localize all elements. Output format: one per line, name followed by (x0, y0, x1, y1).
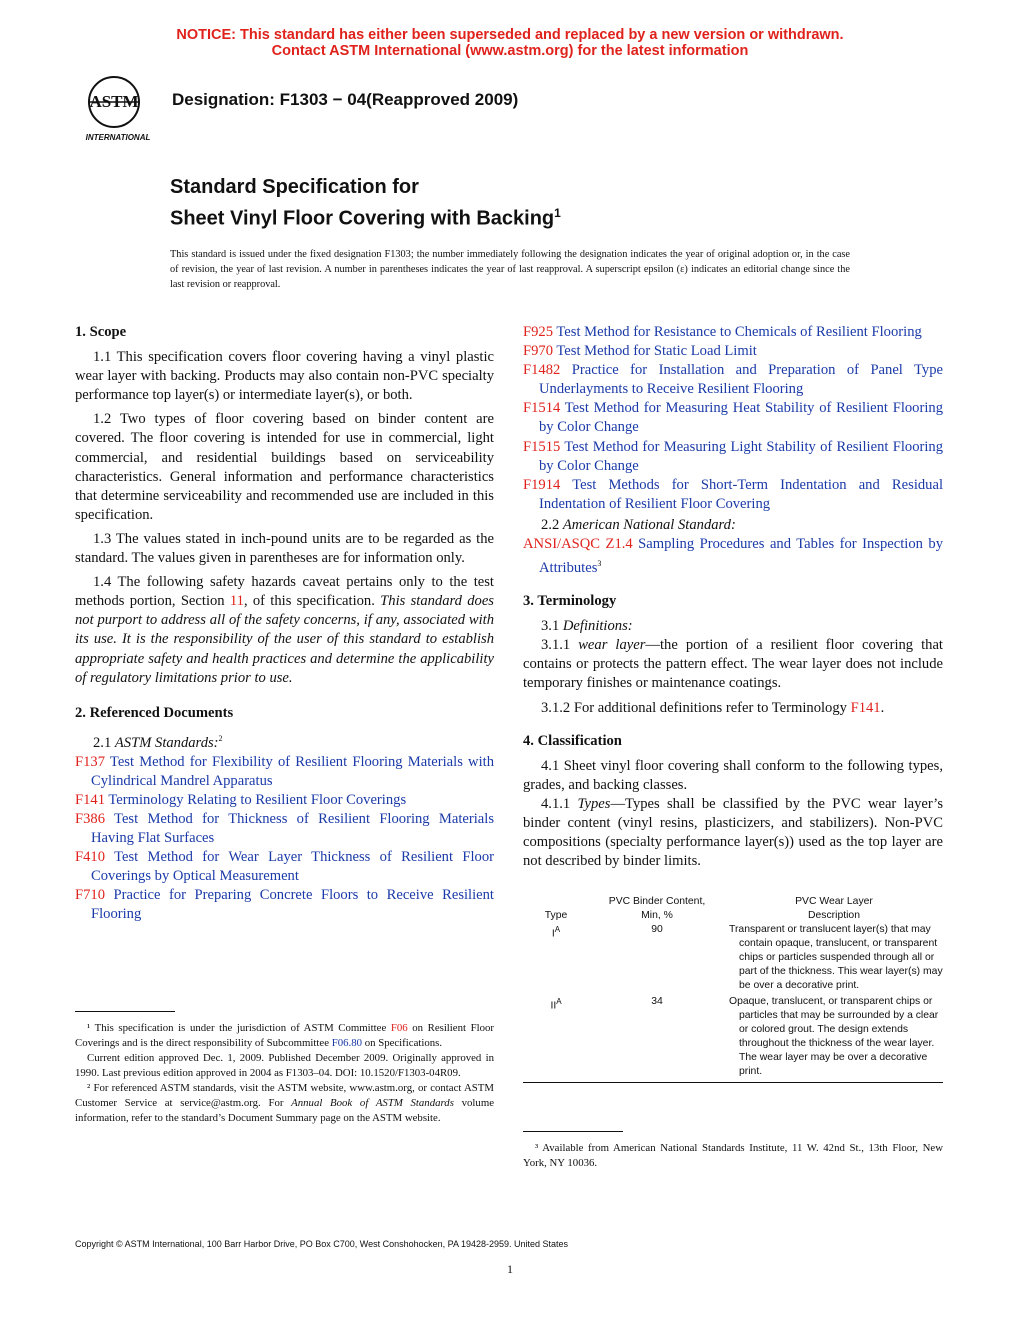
fn2-text-b: volume information, refer to the standard’s Document Summary page on the ASTM website. (75, 1097, 495, 1124)
page-number: 1 (507, 1262, 513, 1276)
t31-num: 3.1 (541, 618, 563, 635)
row-min: 90 (651, 924, 663, 935)
scope-heading: 1. Scope (75, 324, 127, 340)
row-type (523, 995, 589, 1079)
terminology-heading: 3. Terminology (523, 593, 617, 610)
header-wear-layer (725, 895, 943, 923)
ref-item (75, 753, 494, 791)
header-binder-line-1: PVC Binder Content, (608, 896, 706, 907)
ref-title-link[interactable]: Test Method for Measuring Light Stability of Resilient Flooring by Color Change (539, 438, 943, 474)
ref-title-link[interactable]: Practice for Installation and Preparation of Panel Type Underlayments to Receive Resilient Flooring (539, 362, 943, 398)
fn1-text-b: on Resilient Floor Coverings and is the direct responsibility of Subcommittee (75, 1022, 494, 1049)
type-value: I (551, 928, 555, 940)
astm-standards-sub (75, 729, 494, 753)
classification-4-1-1 (523, 795, 943, 871)
designation: Designation: F1303 − 04(Reapproved 2009) (172, 90, 519, 109)
ref-code-link[interactable]: F1515 (523, 438, 561, 455)
footnote-1-edition: Current edition approved Dec. 1, 2009. Published December 2009. Originally approved in 1990. Last previous edition approved in 2004 as F1303–04. DOI: 10.1520/F1303-04R09. (75, 1052, 494, 1079)
terminology-3-1-1 (523, 636, 943, 693)
scope-1-3: 1.3 The values stated in inch-pound units are to be regarded as the standard. The values given in parentheses are for information only. (75, 530, 494, 567)
row-desc-cell (725, 923, 943, 993)
ref-code-link[interactable]: F1514 (523, 400, 561, 417)
subcommittee-link[interactable]: F06.80 (331, 1037, 362, 1049)
title-line-1: Standard Specification for (170, 176, 419, 198)
footnote-rule (75, 1011, 175, 1012)
ref-title-link[interactable]: Test Method for Thickness of Resilient Flooring Materials Having Flat Surfaces (91, 811, 494, 847)
scope-1-4-text: 1.4 The following safety hazards caveat pertains only to the test methods portion, Section (75, 574, 494, 610)
table-bottom-rule (523, 1082, 943, 1083)
american-national-sub (523, 516, 943, 535)
ref-code-link[interactable]: F1914 (523, 476, 561, 493)
ref-title-link[interactable]: Test Method for Flexibility of Resilient Flooring Materials with Cylindrical Mandrel Apparatus (91, 753, 494, 789)
scope-1-2: 1.2 Two types of floor covering based on binder content are covered. The floor covering is intended for use in commercial, light commercial, and residential buildings based on serviceability characteristics. General information and performance characteristics that determine serviceability and recommended use are included in this specification. (75, 411, 494, 523)
logo-mark: ASTM (89, 92, 139, 111)
copyright: Copyright © ASTM International, 100 Barr Harbor Drive, PO Box C700, West Conshohocken, PA 19428-2959. United States (75, 1239, 569, 1249)
sub2-num: 2.2 (541, 516, 563, 533)
t311-term: wear layer (578, 637, 646, 654)
left-column (75, 323, 494, 925)
astm-logo (76, 74, 160, 144)
ref-code-link[interactable]: F386 (75, 811, 106, 828)
ref-item (75, 886, 494, 924)
header-binder (589, 895, 725, 923)
table-row (523, 923, 943, 993)
ref-item (523, 342, 943, 361)
terminology-3-1-2 (523, 699, 943, 718)
references-heading: 2. Referenced Documents (75, 704, 234, 721)
section-11-link[interactable]: 11 (229, 593, 244, 610)
ref-item (75, 810, 494, 848)
header-wear-line-2: Description (808, 910, 860, 921)
table-header (523, 895, 943, 923)
header-wear-line-1: PVC Wear Layer (795, 896, 873, 907)
ref-item (75, 848, 494, 886)
ref-title-link[interactable]: Test Method for Resistance to Chemicals of Resilient Flooring (553, 324, 922, 340)
row-type (523, 923, 589, 993)
footnote-3: ³ Available from American National Standards Institute, 11 W. 42nd St., 13th Floor, New York, NY 10036. (523, 1142, 943, 1169)
astm-logo-icon (76, 74, 160, 144)
document-title (170, 174, 561, 232)
type-mark: A (556, 997, 562, 1006)
title-footnote-mark: 1 (554, 206, 561, 220)
left-footnotes (75, 1021, 494, 1126)
type-table (523, 895, 943, 1083)
ref-title-link[interactable]: Terminology Relating to Resilient Floor Coverings (105, 791, 407, 808)
t311-def: —the portion of a resilient floor covering that contains or protects the pattern effect. The wear layer does not include temporary finishes or maintenance coatings. (523, 637, 943, 692)
ref-title-link[interactable]: Test Methods for Short-Term Indentation and Residual Indentation of Resilient Floor Covering (539, 476, 943, 512)
ref-item (523, 323, 943, 342)
right-footnotes (523, 1141, 943, 1171)
table-row (523, 995, 943, 1079)
type-mark: A (554, 925, 561, 934)
c411-text: —Types shall be classified by the PVC wear layer’s binder content (vinyl resins, plasticizers, and stabilizers). Non-PVC compositions (specialty performance layer(s)) used as the top layer are not described by binder limits. (523, 795, 944, 870)
t312-text: 3.1.2 For additional definitions refer to Terminology (541, 699, 851, 716)
ref-title-link[interactable]: Test Method for Wear Layer Thickness of Resilient Floor Coverings by Optical Measurement (91, 849, 494, 885)
fn1-text: ¹ This specification is under the jurisdiction of ASTM Committee (87, 1022, 391, 1034)
ansi-code-link[interactable]: ANSI/ASQC Z1.4 (523, 536, 633, 553)
ref-item (75, 791, 494, 810)
notice-line-2: Contact ASTM International (www.astm.org) for the latest information (271, 43, 749, 59)
ref-code-link[interactable]: F410 (75, 849, 106, 866)
scope-1-1: 1.1 This specification covers floor covering having a vinyl plastic wear layer with backing. Products may also contain non-PVC specialty performance top layer(s) or intermediate layer(s), or both. (75, 349, 494, 404)
ref-code-link[interactable]: F137 (75, 753, 106, 770)
ref-code-link[interactable]: F1482 (523, 362, 561, 379)
scope-1-4 (75, 573, 494, 688)
row-desc-cell (725, 995, 943, 1079)
ref-item (523, 361, 943, 399)
c411-num: 4.1.1 (541, 795, 578, 812)
row-desc: Transparent or translucent layer(s) that may contain opaque, translucent, or transparent chips or particles suspended through all or part of the thickness. This wear layer(s) may be over a decorative print. (729, 924, 943, 991)
fn2-italic: Annual Book of ASTM Standards (291, 1097, 454, 1109)
t31-label: Definitions: (562, 618, 633, 635)
fn1-text-c: on Specifications. (362, 1037, 443, 1049)
ref-code-link[interactable]: F141 (75, 791, 106, 808)
t312-end: . (880, 699, 885, 716)
safety-caveat: This standard does not purport to address all of the safety concerns, if any, associated with its use. It is the responsibility of the user of this standard to establish appropriate safety and health practices and determine the applicability of regulatory limitations prior to use. (75, 593, 494, 686)
c411-term: Types (577, 795, 611, 812)
ansi-ref-item (523, 535, 943, 578)
title-line-2: Sheet Vinyl Floor Covering with Backing (170, 207, 555, 230)
ref-code-link[interactable]: F925 (523, 324, 554, 340)
logo-subtitle: INTERNATIONAL (85, 133, 151, 142)
classification-4-1: 4.1 Sheet vinyl floor covering shall conform to the following types, grades, and backing classes. (523, 757, 943, 793)
footnote-rule (523, 1131, 623, 1132)
notice-banner (0, 27, 1020, 59)
sub1-num: 2.1 (93, 734, 115, 751)
ref-item (523, 438, 943, 476)
header-binder-line-2: Min, % (641, 910, 673, 921)
ref-title-link[interactable]: Test Method for Measuring Heat Stability of Resilient Flooring by Color Change (539, 400, 943, 436)
sub1-label: ASTM Standards: (114, 734, 219, 751)
ref-title-link[interactable]: Test Method for Static Load Limit (553, 343, 757, 360)
right-column (523, 323, 943, 876)
ref-code-link[interactable]: F710 (75, 887, 106, 904)
committee-link[interactable]: F06 (390, 1022, 408, 1034)
footnote-2 (75, 1081, 494, 1126)
classification-heading: 4. Classification (523, 732, 622, 749)
scope-1-4-text-b: , of this specification. (243, 593, 381, 610)
sub2-label: American National Standard: (562, 516, 736, 533)
ansi-mark: 3 (597, 559, 602, 569)
notice-line-1: NOTICE: This standard has either been superseded and replaced by a new version or withdrawn. (176, 27, 844, 43)
ref-item (523, 399, 943, 437)
fn2-text: ² For referenced ASTM standards, visit the ASTM website, www.astm.org, or contact ASTM Customer Service at service@astm.org. For (75, 1082, 494, 1109)
ansi-title-link[interactable]: Sampling Procedures and Tables for Inspection by Attributes (539, 536, 943, 576)
issued-note: This standard is issued under the fixed designation F1303; the number immediately following the designation indicates the year of original adoption or, in the case of revision, the year of last revision. A number in parentheses indicates the year of last reapproval. A superscript epsilon (ε) indicates an editorial change since the last revision or reapproval. (170, 249, 850, 290)
row-desc: Opaque, translucent, or transparent chips or particles that may be surrounded by a clear or colored grout. The design extends throughout the thickness of the wear layer. The wear layer may be over a decorative print. (729, 996, 939, 1077)
row-min: 34 (651, 996, 663, 1007)
f141-link[interactable]: F141 (850, 699, 881, 716)
footnote-1 (75, 1021, 494, 1051)
sub1-mark: 2 (218, 733, 223, 743)
terminology-3-1 (523, 617, 943, 636)
type-value: II (550, 1000, 557, 1012)
t311-num: 3.1.1 (541, 637, 579, 654)
header-type: Type (544, 910, 568, 921)
ref-code-link[interactable]: F970 (523, 343, 554, 360)
ref-title-link[interactable]: Practice for Preparing Concrete Floors to Receive Resilient Flooring (91, 887, 494, 923)
ref-item (523, 476, 943, 514)
